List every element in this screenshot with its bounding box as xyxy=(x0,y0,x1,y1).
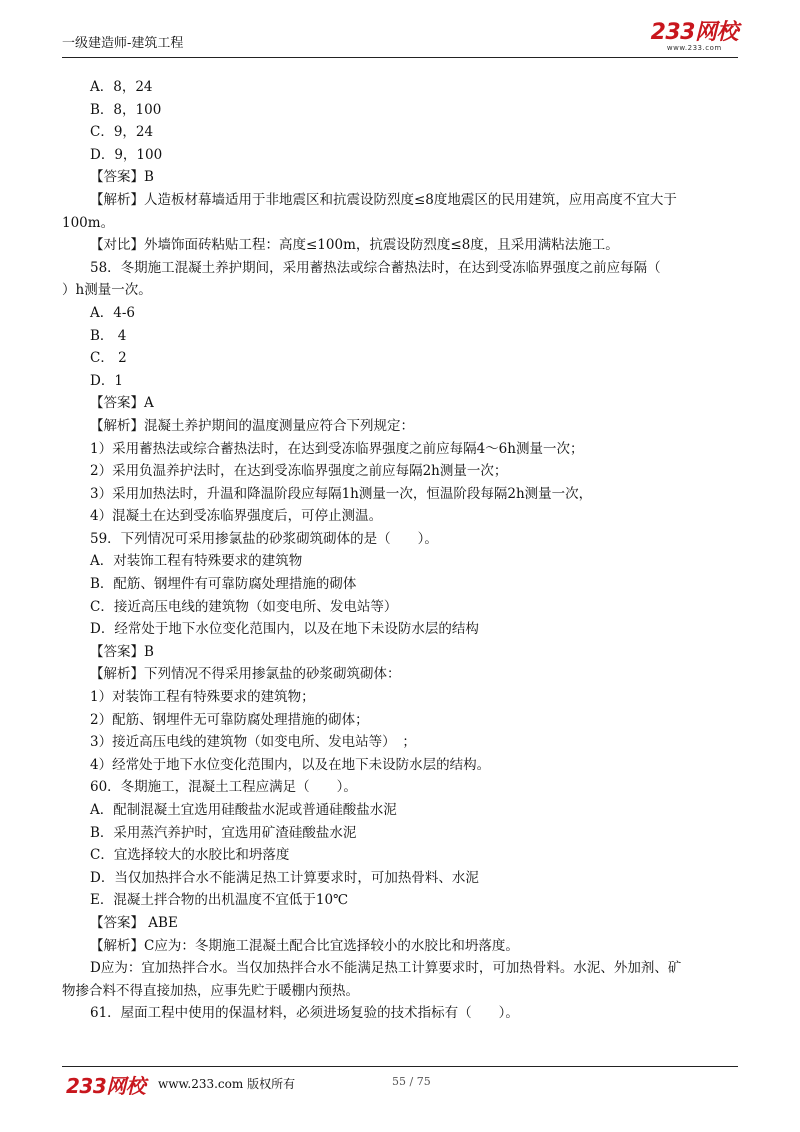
option-line: C．接近高压电线的建筑物（如变电所、发电站等） xyxy=(90,598,398,615)
answer-line: 【答案】B xyxy=(90,643,154,660)
header-title: 一级建造师-建筑工程 xyxy=(62,36,184,51)
question-60: 60．冬期施工，混凝土工程应满足（ ）。 xyxy=(90,779,357,796)
option-line: E．混凝土拌合物的出机温度不宜低于10℃ xyxy=(90,892,349,909)
answer-line: 【答案】A xyxy=(90,395,154,412)
analysis-item: 3）采用加热法时，升温和降温阶段应每隔1h测量一次，恒温阶段每隔2h测量一次， xyxy=(90,485,593,502)
analysis-item: 4）经常处于地下水位变化范围内，以及在地下未设防水层的结构。 xyxy=(90,756,491,773)
option-line: A．8，24 xyxy=(90,79,153,95)
option-line: C． 2 xyxy=(90,350,127,367)
logo-url: www.233.com xyxy=(666,44,722,52)
document-body xyxy=(62,76,740,1025)
page-number: 55 / 75 xyxy=(392,1075,431,1088)
page-footer xyxy=(62,1066,738,1098)
analysis-line: 【解析】下列情况不得采用掺氯盐的砂浆砌筑砌体： xyxy=(90,666,401,683)
answer-line: 【答案】 ABE xyxy=(90,914,178,931)
option-line: C．宜选择较大的水胶比和坍落度 xyxy=(90,847,290,864)
answer-line: 【答案】B xyxy=(90,169,154,186)
brand-logo xyxy=(651,22,738,52)
analysis-line: 【解析】混凝土养护期间的温度测量应符合下列规定： xyxy=(90,417,414,434)
option-line: D．当仅加热拌合水不能满足热工计算要求时，可加热骨料、水泥 xyxy=(90,869,479,886)
analysis-item: 1）对装饰工程有特殊要求的建筑物； xyxy=(90,689,315,706)
question-61: 61．屋面工程中使用的保温材料，必须进场复验的技术指标有（ ）。 xyxy=(90,1005,519,1022)
option-line: B．8，100 xyxy=(90,101,162,118)
analysis-item: 2）配筋、钢埋件无可靠防腐处理措施的砌体； xyxy=(90,711,369,728)
analysis-item: 2）采用负温养护法时，在达到受冻临界强度之前应每隔2h测量一次； xyxy=(90,463,508,480)
option-line: B． 4 xyxy=(90,327,127,344)
question-58-continuation: ）h测量一次。 xyxy=(62,282,152,299)
option-line: D．9，100 xyxy=(90,146,163,163)
analysis-line: D应为：宜加热拌合水。当仅加热拌合水不能满足热工计算要求时，可加热骨料。水泥、外加剂、矿 xyxy=(90,960,682,977)
footer-copyright: www.233.com 版权所有 xyxy=(158,1077,296,1091)
question-58: 58．冬期施工混凝土养护期间，采用蓄热法或综合蓄热法时，在达到受冻临界强度之前应每隔（ xyxy=(90,259,661,276)
option-line: A．对装饰工程有特殊要求的建筑物 xyxy=(90,553,303,570)
option-line: A．配制混凝土宜选用硅酸盐水泥或普通硅酸盐水泥 xyxy=(90,802,397,818)
analysis-line: 【解析】人造板材幕墙适用于非地震区和抗震设防烈度≤8度地震区的民用建筑，应用高度不宜大于 xyxy=(90,191,677,208)
question-59: 59．下列情况可采用掺氯盐的砂浆砌筑砌体的是（ ）。 xyxy=(90,530,438,547)
analysis-continuation: 100m。 xyxy=(62,214,115,231)
option-line: D．1 xyxy=(90,372,123,389)
footer-logo: 233网校 xyxy=(66,1074,146,1098)
analysis-item: 3）接近高压电线的建筑物（如变电所、发电站等） ； xyxy=(90,734,416,751)
option-line: B．采用蒸汽养护时，宜选用矿渣硅酸盐水泥 xyxy=(90,824,357,841)
analysis-item: 1）采用蓄热法或综合蓄热法时，在达到受冻临界强度之前应每隔4～6h测量一次； xyxy=(90,440,584,457)
comparison-line: 【对比】外墙饰面砖粘贴工程：高度≤100m，抗震设防烈度≤8度，且采用满粘法施工。 xyxy=(90,237,619,254)
logo-text: 233网校 xyxy=(650,20,738,45)
page-header xyxy=(62,20,738,58)
option-line: C．9，24 xyxy=(90,124,154,141)
option-line: A．4-6 xyxy=(90,304,135,321)
option-line: B．配筋、钢埋件有可靠防腐处理措施的砌体 xyxy=(90,576,357,593)
option-line: D．经常处于地下水位变化范围内，以及在地下未设防水层的结构 xyxy=(90,621,479,638)
analysis-line: 【解析】C应为：冬期施工混凝土配合比宜选择较小的水胶比和坍落度。 xyxy=(90,937,519,954)
analysis-continuation: 物掺合料不得直接加热，应事先贮于暖棚内预热。 xyxy=(62,982,359,999)
analysis-item: 4）混凝土在达到受冻临界强度后，可停止测温。 xyxy=(90,508,383,525)
